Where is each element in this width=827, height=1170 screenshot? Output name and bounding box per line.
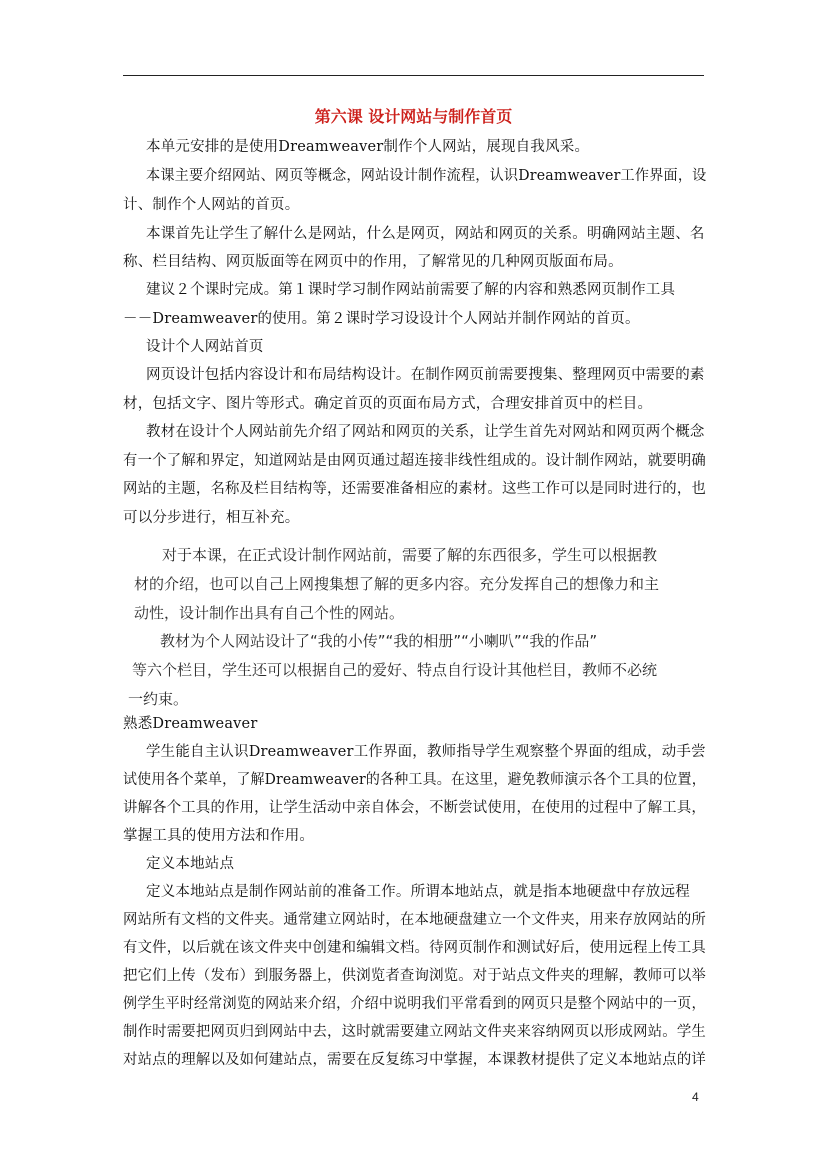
- paragraph-line: 试使用各个菜单，了解Dreamweaver的各种工具。在这里，避免教师演示各个工具的位置，: [123, 772, 706, 788]
- scanned-line: 材的介绍，也可以自己上网搜集想了解的更多内容。充分发挥自己的想像力和主: [134, 575, 660, 593]
- paragraph-line: 网站的主题，名称及栏目结构等，还需要准备相应的素材。这些工作可以是同时进行的，也: [123, 481, 706, 497]
- paragraph-line: 可以分步进行，相互补充。: [123, 510, 300, 526]
- section-heading: 熟悉Dreamweaver: [123, 716, 258, 732]
- scanned-line: 等六个栏目，学生还可以根据自己的爱好、特点自行设计其他栏目，教师不必统: [132, 661, 658, 679]
- paragraph-line: 掌握工具的使用方法和作用。: [123, 828, 315, 844]
- scanned-line: 一约束。: [128, 690, 189, 708]
- scanned-line: 动性，设计制作出具有自己个性的网站。: [134, 604, 405, 622]
- paragraph-line: 对站点的理解以及如何建站点，需要在反复练习中掌握，本课教材提供了定义本地站点的详: [123, 1052, 706, 1068]
- page-title: 第六课 设计网站与制作首页: [314, 107, 513, 126]
- paragraph-line: －－Dreamweaver的使用。第２课时学习设设计个人网站并制作网站的首页。: [123, 311, 640, 327]
- paragraph-line: 例学生平时经常浏览的网站来介绍，介绍中说明我们平常看到的网页只是整个网站中的一页，: [123, 996, 706, 1012]
- paragraph-line: 称、栏目结构、网页版面等在网页中的作用，了解常见的几种网页版面布局。: [123, 254, 623, 270]
- paragraph-line: 计、制作个人网站的首页。: [123, 197, 300, 213]
- paragraph-line: 定义本地站点是制作网站前的准备工作。所谓本地站点，就是指本地硬盘中存放远程: [146, 884, 690, 900]
- section-heading: 设计个人网站首页: [146, 339, 264, 355]
- paragraph-line: 本课主要介绍网站、网页等概念，网站设计制作流程，认识Dreamweaver工作界面，设: [146, 168, 707, 184]
- paragraph-line: 把它们上传（发布）到服务器上，供浏览者查询浏览。对于站点文件夹的理解，教师可以举: [123, 968, 706, 984]
- paragraph-line: 有文件，以后就在该文件夹中创建和编辑文档。待网页制作和测试好后，使用远程上传工具: [123, 940, 706, 956]
- page-number: 4: [692, 1090, 699, 1104]
- paragraph-line: 网站所有文档的文件夹。通常建立网站时，在本地硬盘建立一个文件夹，用来存放网站的所: [123, 912, 706, 928]
- paragraph-line: 有一个了解和界定，知道网站是由网页通过超连接非线性组成的。设计制作网站，就要明确: [123, 453, 706, 469]
- paragraph-line: 网页设计包括内容设计和布局结构设计。在制作网页前需要搜集、整理网页中需要的素: [146, 367, 705, 383]
- scanned-line: 对于本课，在正式设计制作网站前，需要了解的东西很多，学生可以根据教: [162, 546, 658, 564]
- header-rule: [123, 75, 704, 76]
- paragraph-line: 学生能自主认识Dreamweaver工作界面，教师指导学生观察整个界面的组成，动手尝: [146, 744, 706, 760]
- paragraph-line: 本单元安排的是使用Dreamweaver制作个人网站，展现自我风采。: [146, 139, 590, 155]
- paragraph-line: 材，包括文字、图片等形式。确定首页的页面布局方式，合理安排首页中的栏目。: [123, 396, 653, 412]
- section-heading: 定义本地站点: [146, 856, 235, 872]
- paragraph-line: 建议２个课时完成。第１课时学习制作网站前需要了解的内容和熟悉网页制作工具: [146, 282, 676, 298]
- paragraph-line: 教材在设计个人网站前先介绍了网站和网页的关系，让学生首先对网站和网页两个概念: [146, 424, 705, 440]
- paragraph-line: 讲解各个工具的作用，让学生活动中亲自体会，不断尝试使用，在使用的过程中了解工具，: [123, 800, 706, 816]
- paragraph-line: 本课首先让学生了解什么是网站，什么是网页，网站和网页的关系。明确网站主题、名: [146, 226, 705, 242]
- scanned-line: 教材为个人网站设计了“我的小传”“我的相册”“小喇叭”“我的作品”: [160, 632, 598, 650]
- paragraph-line: 制作时需要把网页归到网站中去，这时就需要建立网站文件夹来容纳网页以形成网站。学生: [123, 1024, 706, 1040]
